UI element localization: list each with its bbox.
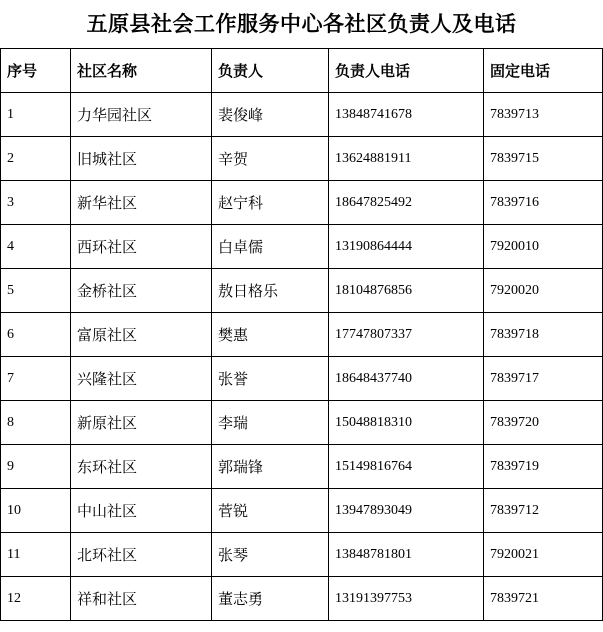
table-row [1,313,603,357]
cell-index: 1 [1,93,71,137]
cell-landline-phone: 7839716 [484,181,603,225]
table-body [1,93,603,621]
cell-index: 5 [1,269,71,313]
cell-landline-phone: 7839715 [484,137,603,181]
cell-landline-phone: 7920020 [484,269,603,313]
cell-community-name: 祥和社区 [71,577,212,621]
cell-community-name: 旧城社区 [71,137,212,181]
cell-index: 8 [1,401,71,445]
cell-person-in-charge: 董志勇 [212,577,329,621]
cell-index: 2 [1,137,71,181]
cell-community-name: 中山社区 [71,489,212,533]
cell-community-name: 新华社区 [71,181,212,225]
table-row [1,577,603,621]
cell-person-in-charge: 李瑞 [212,401,329,445]
cell-mobile-phone: 13191397753 [329,577,484,621]
table-header-row [1,49,603,93]
cell-mobile-phone: 13848741678 [329,93,484,137]
cell-landline-phone: 7920021 [484,533,603,577]
cell-mobile-phone: 18647825492 [329,181,484,225]
cell-mobile-phone: 13848781801 [329,533,484,577]
table-row [1,489,603,533]
page-title: 五原县社会工作服务中心各社区负责人及电话 [86,11,517,36]
cell-person-in-charge: 张誉 [212,357,329,401]
cell-landline-phone: 7839713 [484,93,603,137]
table-row [1,93,603,137]
cell-community-name: 力华园社区 [71,93,212,137]
cell-index: 11 [1,533,71,577]
table-row [1,181,603,225]
cell-person-in-charge: 敖日格乐 [212,269,329,313]
cell-community-name: 西环社区 [71,225,212,269]
contacts-table [0,48,603,621]
cell-person-in-charge: 裴俊峰 [212,93,329,137]
header-person-in-charge: 负责人 [212,49,329,93]
cell-landline-phone: 7920010 [484,225,603,269]
cell-mobile-phone: 18648437740 [329,357,484,401]
cell-index: 12 [1,577,71,621]
table-row [1,357,603,401]
table-row [1,533,603,577]
cell-person-in-charge: 白卓儒 [212,225,329,269]
cell-index: 3 [1,181,71,225]
cell-landline-phone: 7839721 [484,577,603,621]
cell-mobile-phone: 13190864444 [329,225,484,269]
cell-landline-phone: 7839712 [484,489,603,533]
cell-mobile-phone: 18104876856 [329,269,484,313]
cell-mobile-phone: 13947893049 [329,489,484,533]
header-index: 序号 [1,49,71,93]
cell-person-in-charge: 赵宁科 [212,181,329,225]
cell-person-in-charge: 菅锐 [212,489,329,533]
table-row [1,401,603,445]
cell-index: 4 [1,225,71,269]
cell-community-name: 富原社区 [71,313,212,357]
cell-mobile-phone: 15149816764 [329,445,484,489]
cell-landline-phone: 7839719 [484,445,603,489]
cell-landline-phone: 7839718 [484,313,603,357]
table-row [1,445,603,489]
cell-community-name: 北环社区 [71,533,212,577]
header-landline-phone: 固定电话 [484,49,603,93]
cell-index: 7 [1,357,71,401]
cell-index: 6 [1,313,71,357]
cell-community-name: 新原社区 [71,401,212,445]
cell-community-name: 东环社区 [71,445,212,489]
cell-person-in-charge: 郭瑞锋 [212,445,329,489]
header-mobile-phone: 负责人电话 [329,49,484,93]
cell-landline-phone: 7839717 [484,357,603,401]
cell-mobile-phone: 17747807337 [329,313,484,357]
cell-index: 10 [1,489,71,533]
table-row [1,269,603,313]
cell-person-in-charge: 樊惠 [212,313,329,357]
cell-community-name: 金桥社区 [71,269,212,313]
cell-landline-phone: 7839720 [484,401,603,445]
table-row [1,225,603,269]
cell-index: 9 [1,445,71,489]
cell-person-in-charge: 张琴 [212,533,329,577]
cell-mobile-phone: 13624881911 [329,137,484,181]
cell-person-in-charge: 辛贺 [212,137,329,181]
cell-mobile-phone: 15048818310 [329,401,484,445]
cell-community-name: 兴隆社区 [71,357,212,401]
table-row [1,137,603,181]
header-community-name: 社区名称 [71,49,212,93]
